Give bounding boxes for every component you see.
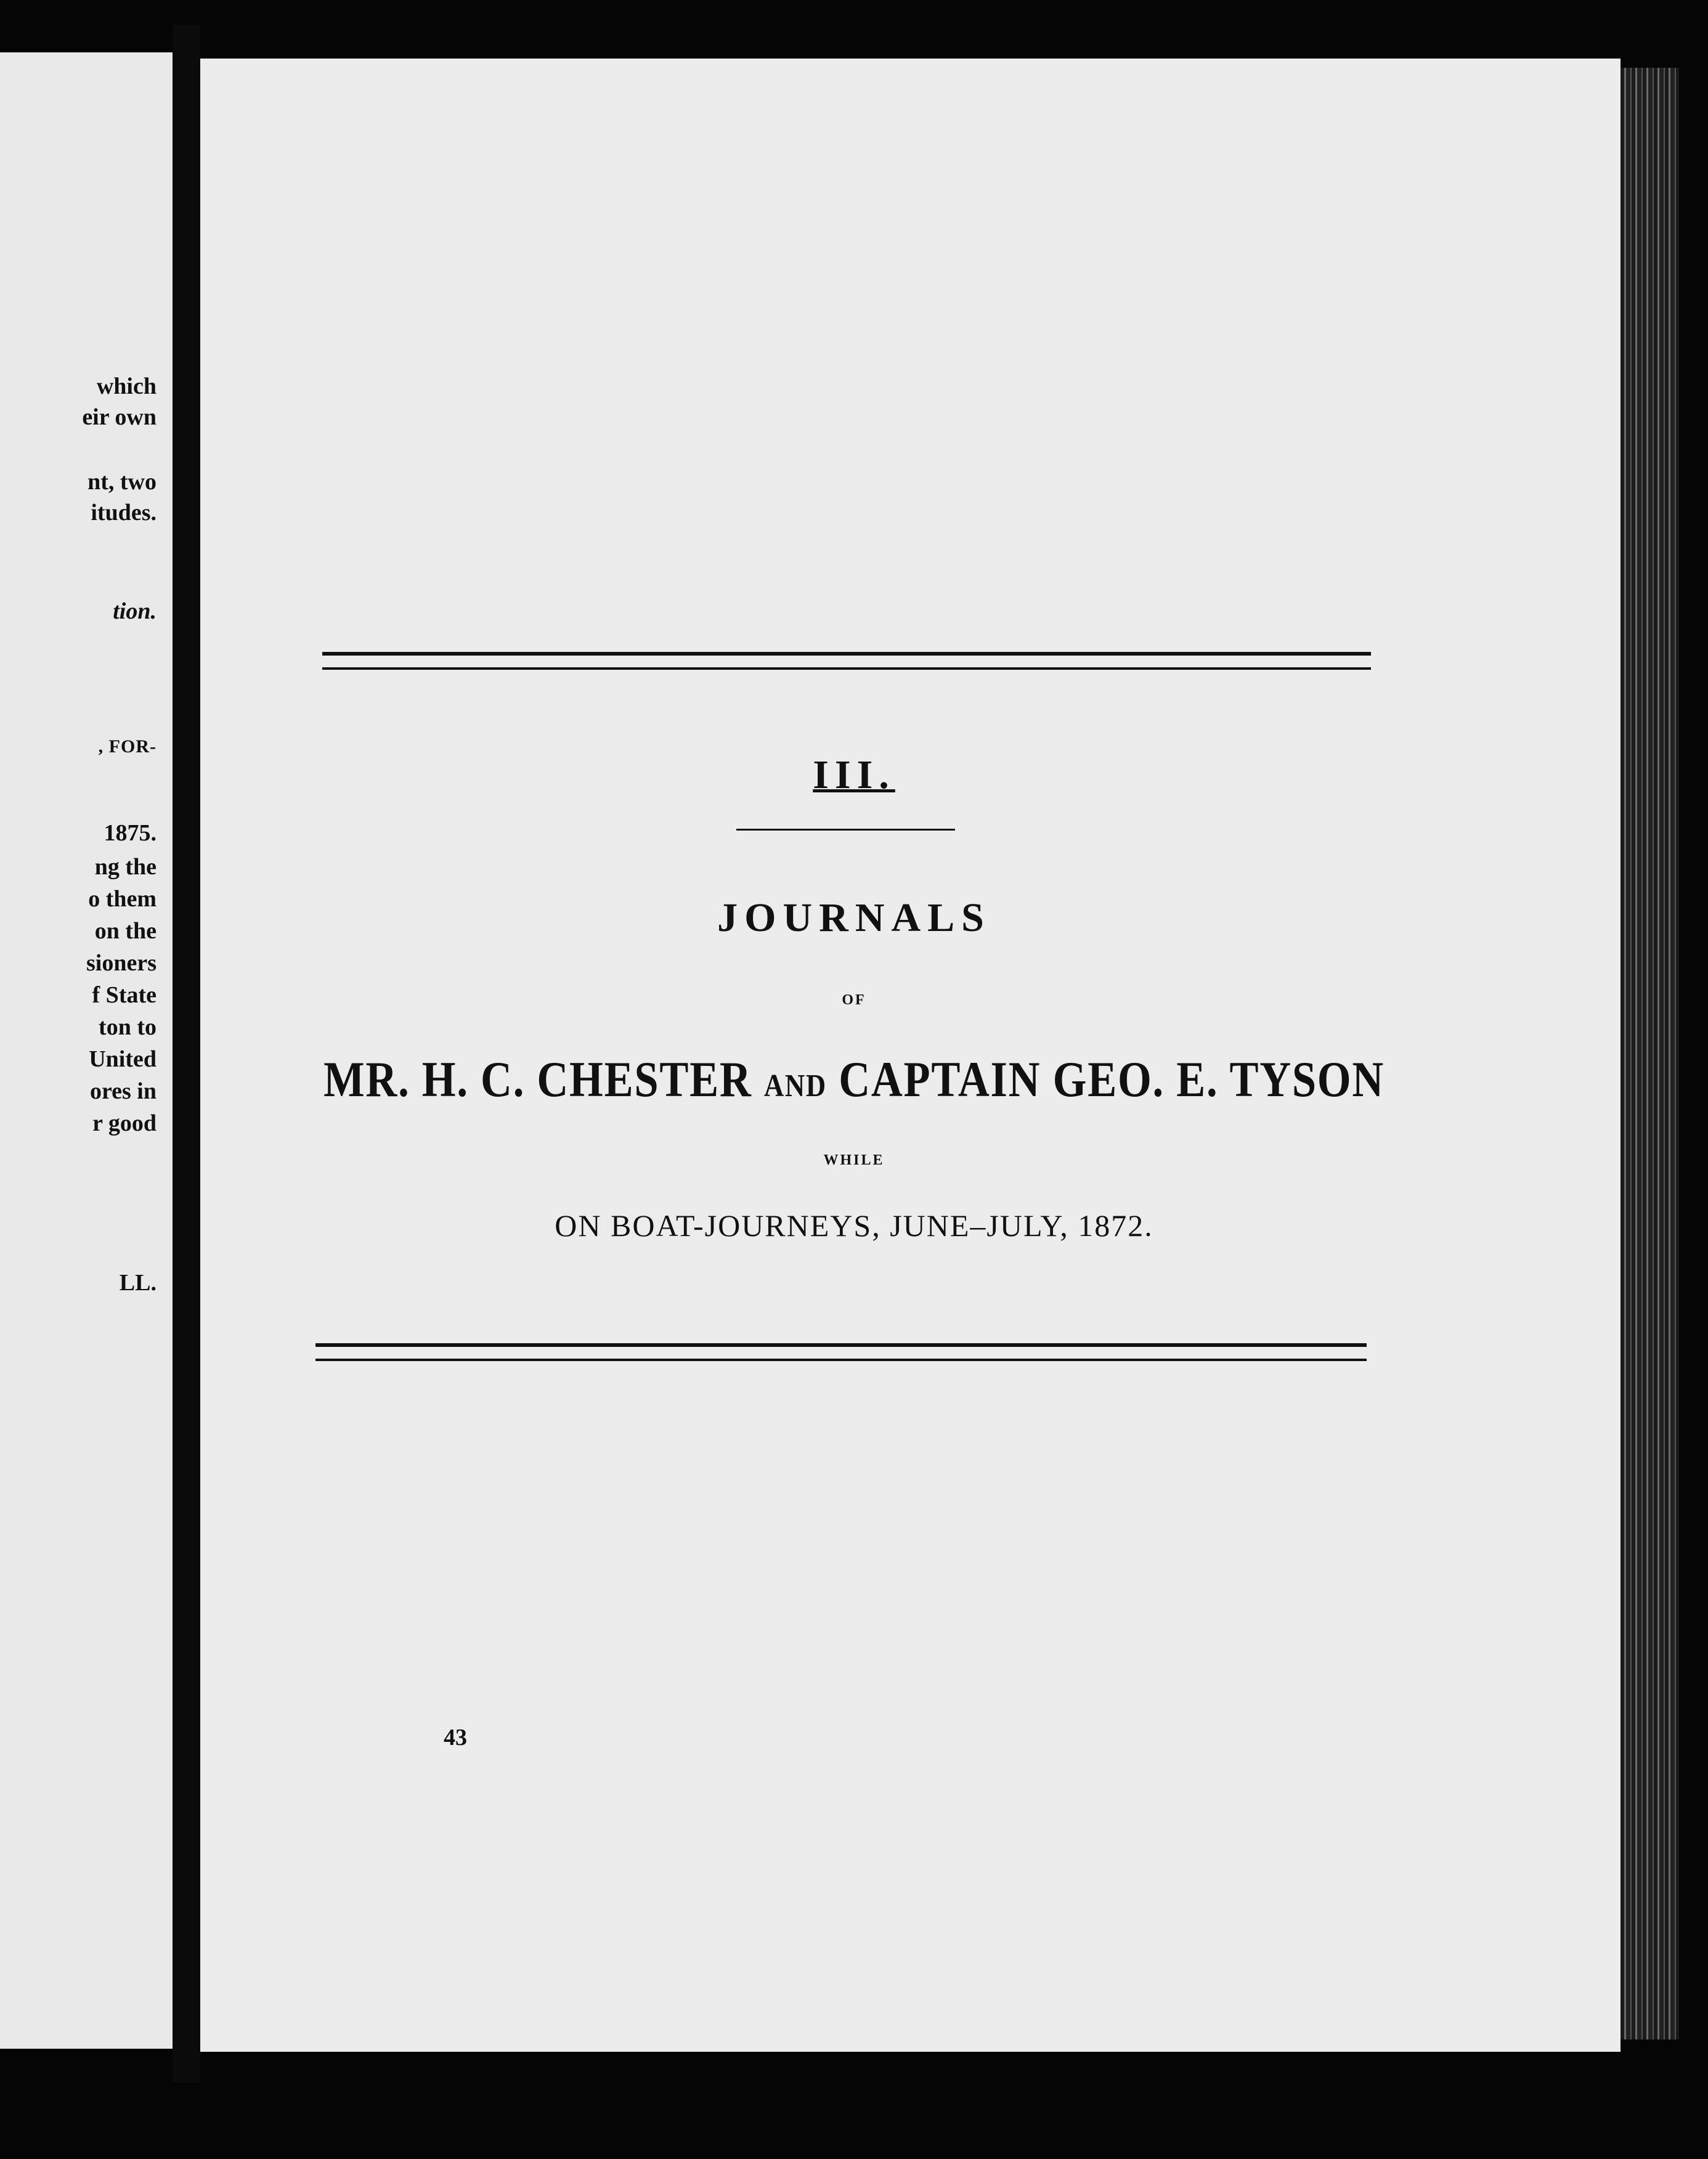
while-label: WHILE bbox=[823, 1152, 885, 1168]
short-divider bbox=[736, 829, 955, 831]
facing-page-line: ton to bbox=[99, 1014, 157, 1040]
facing-page-line: eir own bbox=[82, 404, 157, 430]
facing-page-line: ng the bbox=[94, 854, 157, 880]
facing-page-line: , FOR- bbox=[98, 736, 157, 757]
page-title: JOURNALS bbox=[717, 895, 991, 940]
facing-page-line: r good bbox=[92, 1110, 157, 1136]
bottom-double-rule-thin bbox=[315, 1359, 1367, 1361]
facing-page-line: on the bbox=[94, 918, 157, 944]
facing-page-line: nt, two bbox=[87, 469, 157, 495]
author-chester: MR. H. C. CHESTER bbox=[323, 1051, 752, 1107]
and-label: AND bbox=[763, 1068, 827, 1104]
author-tyson: CAPTAIN GEO. E. TYSON bbox=[839, 1051, 1385, 1107]
page-number: 43 bbox=[444, 1725, 467, 1750]
bottom-double-rule bbox=[315, 1343, 1367, 1347]
facing-page-line: o them bbox=[88, 886, 157, 912]
top-double-rule-thin bbox=[322, 667, 1371, 670]
section-number: III. bbox=[813, 752, 895, 797]
subtitle: ON BOAT-JOURNEYS, JUNE–JULY, 1872. bbox=[555, 1208, 1153, 1243]
of-label: OF bbox=[842, 992, 866, 1008]
authors-line bbox=[0, 1051, 1708, 1108]
facing-page-line: LL. bbox=[119, 1270, 157, 1296]
facing-page-line: which bbox=[96, 373, 157, 399]
facing-page-line: ores in bbox=[89, 1078, 157, 1104]
facing-page-line: tion. bbox=[113, 598, 157, 624]
facing-page-line: itudes. bbox=[91, 500, 157, 526]
facing-page-line: United bbox=[89, 1046, 157, 1072]
facing-page-line: sioners bbox=[86, 950, 157, 976]
facing-page-line: 1875. bbox=[104, 820, 157, 846]
facing-page-line: f State bbox=[92, 982, 157, 1008]
top-double-rule bbox=[322, 652, 1371, 656]
